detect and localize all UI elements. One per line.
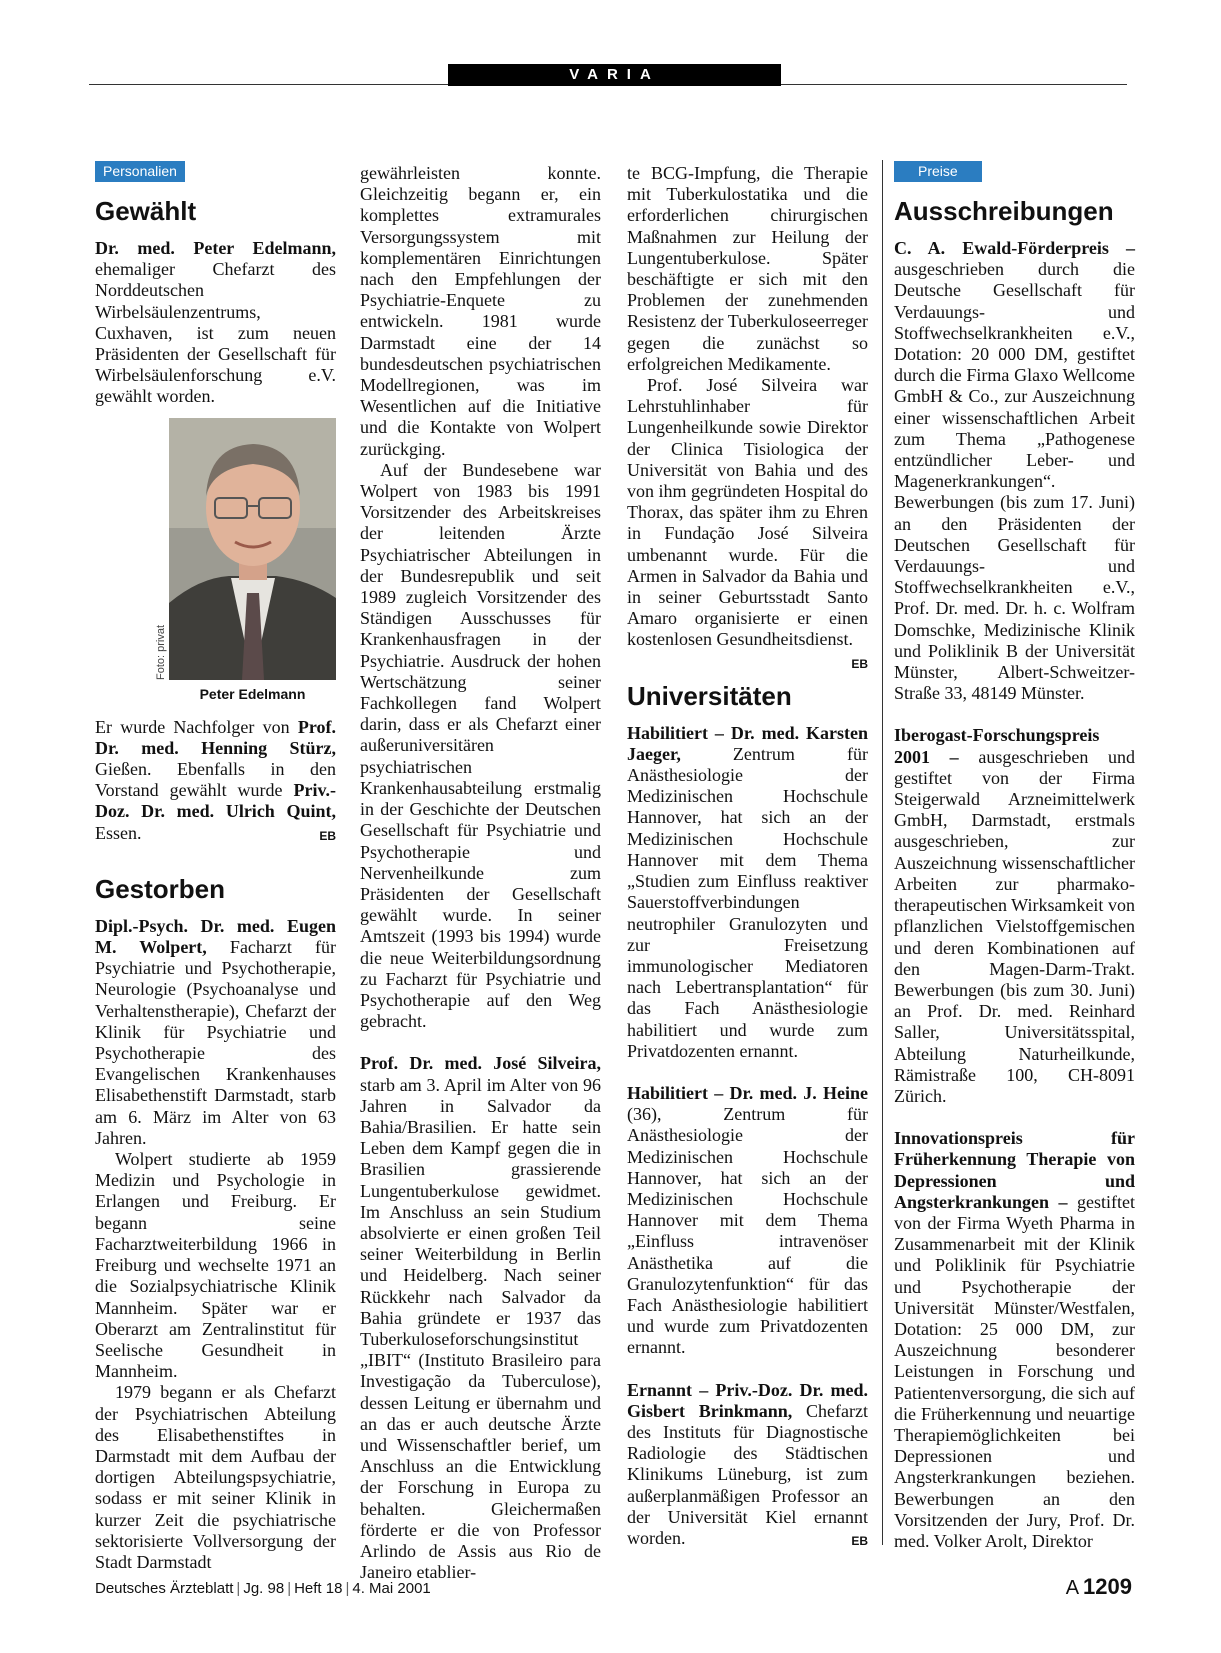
column-2: [360, 163, 601, 1583]
paragraph-silveira-bcg: te BCG-Impfung, die Therapie mit Tuberkulostatika und die erforderlichen chirurgischen Maßnahmen zur Heilung der Lungentuberkulose. Später beschäftigte er sich mit den Problemen der zunehmenden Resistenz der Tuberkuloseerreger gegen die zunächst so erfolgreichen Medikamente.: [627, 163, 868, 374]
paragraph-heine: Habilitiert – Dr. med. J. Heine (36), Zentrum für Anästhesiologie der Medizinischen Hochschule Hannover, hat sich an der Medizinischen Hochschule Hannover mit dem Thema „Einfluss intravenöser Anästhetika auf die Granulozytenfunktion“ für das Fach Anästhesiologie habilitiert und wurde zum Privatdozenten ernannt.: [627, 1082, 868, 1358]
column-3: [627, 163, 868, 1552]
paragraph-edelmann: Dr. med. Peter Edelmann, ehemaliger Chefarzt des Norddeutschen Wirbelsäulenzentrums, Cuxhaven, ist zum neuen Präsidenten der Gesellschaft für Wirbelsäulenforschung e.V. gewählt worden.: [95, 238, 336, 407]
paragraph-jaeger: Habilitiert – Dr. med. Karsten Jaeger, Zentrum für Anästhesiologie der Medizinischen Hochschule Hannover, hat sich an der Medizinischen Hochschule Hannover mit dem Thema „Studien zum Einfluss reaktiver Sauerstoffverbindungen neutrophiler Granulozyten und zur Freisetzung immunologischer Mediatoren nach Lebertransplantation“ für das Fach Anästhesiologie habilitiert und wurde zum Privatdozenten ernannt.: [627, 722, 868, 1061]
heading-gewaehlt: Gewählt: [95, 196, 197, 226]
photo-caption: Peter Edelmann: [199, 685, 306, 702]
author-initials: EB: [851, 1533, 868, 1548]
category-tag-preise: Preise: [894, 161, 982, 182]
paragraph-nachfolger: Er wurde Nachfolger von Prof. Dr. med. Henning Stürz, Gießen. Ebenfalls in den Vorstand gewählt wurde Priv.-Doz. Dr. med. Ulrich Quint, Essen. EB: [95, 717, 336, 844]
author-initials: EB: [319, 828, 336, 843]
footer-citation: Deutsches Ärzteblatt | Jg. 98 | Heft 18 | 4. Mai 2001: [95, 1580, 431, 1597]
paragraph-silveira: Prof. Dr. med. José Silveira, starb am 3. April im Alter von 96 Jahren in Salvador da Bahia/Brasilien. Er hatte sein Leben dem Kampf gegen die in Brasilien grassierende Lungentuberkulose gewidmet. Im Anschluss an sein Studium absolvierte er einen großen Teil seiner Weiterbildung in Berlin und Heidelberg. Nach seiner Rückkehr nach Salvador da Bahia gründete er 1937 das Tuberkuloseforschungsinstitut „IBIT“ (Instituto Brasileiro para Investigação da Tuberculose), dessen Leitung er übernahm und an das er auch deutsche Ärzte und Wissenschaftler berief, um Anschluss an die Entwicklung der Forschung in Europa zu behalten. Gleichermaßen förderte er die von Professor Arlindo de Assis aus Rio de Janeiro etablier-: [360, 1053, 601, 1583]
paragraph-wolpert: Dipl.-Psych. Dr. med. Eugen M. Wolpert, Facharzt für Psychiatrie und Psychotherapie, Neurologie (Psychoanalyse und Verhaltenstherapie), Chefarzt der Klinik für Psychiatrie und Psychotherapie des Evangelischen Krankenhauses Elisabethenstift Darmstadt, starb am 6. März im Alter von 63 Jahren.: [95, 915, 337, 1148]
portrait-image: [169, 418, 336, 680]
paragraph-iberogast: Iberogast-Forschungspreis 2001 – ausgeschrieben und gestiftet von der Firma Steigerwald Arzneimittelwerk GmbH, Darmstadt, erstmals ausgeschrieben, zur Auszeichnung wissenschaftlicher Arbeiten zur pharmako-therapeutischen Wirksamkeit von pflanzlichen Vielstoffgemischen und deren Kombinationen auf den Magen-Darm-Trakt. Bewerbungen (bis zum 30. Juni) an Prof. Dr. med. Reinhard Saller, Universitätsspital, Abteilung Naturheilkunde, Rämistraße 100, CH-8091 Zürich.: [894, 725, 1136, 1106]
paragraph-wolpert-studium: Wolpert studierte ab 1959 Medizin und Psychologie in Erlangen und Freiburg. Er begann seine Facharztweiterbildung 1966 in Freiburg und wechselte 1971 an die Sozialpsychiatrische Klinik Mannheim. Später war er Oberarzt am Zentralinstitut für Seelische Gesundheit in Mannheim.: [95, 1149, 336, 1382]
paragraph-wolpert-bundesebene: Auf der Bundesebene war Wolpert von 1983 bis 1991 Vorsitzender des Arbeitskreises der leitenden Ärzte Psychiatrischer Abteilungen in der Bundesrepublik und seit 1989 zugleich Vorsitzender des Ständigen Ausschusses für Krankenhausfragen in der Psychiatrie. Ausdruck der hohen Wertschätzung seiner Fachkollegen fand Wolpert darin, dass er als Chefarzt einer außeruniversitären psychiatrischen Krankenhausabteilung erstmalig in der Geschichte der Deutschen Gesellschaft für Psychiatrie und Psychotherapie und Nervenheilkunde zum Präsidenten der Gesellschaft gewählt wurde. In seiner Amtszeit (1993 bis 1994) wurde die neue Weiterbildungsordnung zu Facharzt für Psychiatrie und Psychotherapie auf den Weg gebracht.: [360, 459, 601, 1032]
column-4: [894, 160, 1135, 1552]
heading-gestorben: Gestorben: [95, 873, 226, 904]
column-divider: [882, 160, 883, 1545]
portrait-photo: [95, 418, 336, 703]
paragraph-brinkmann: Ernannt – Priv.-Doz. Dr. med. Gisbert Brinkmann, Chefarzt des Instituts für Diagnostische Radiologie des Städtischen Klinikums Lüneburg, ist zum außerplanmäßigen Professor an der Universität Kiel ernannt worden. EB: [627, 1380, 868, 1550]
journal-name: Deutsches Ärzteblatt: [95, 1580, 234, 1597]
portrait-illustration: [169, 418, 336, 680]
paragraph-wolpert-versorgung: gewährleisten konnte. Gleichzeitig begann er, ein komplettes extramurales Versorgungssystem mit komplementären Einrichtungen nach den Empfehlungen der Psychiatrie-Enquete zu entwickeln. 1981 wurde Darmstadt eine der 14 bundesdeutschen psychiatrischen Modellregionen, was im Wesentlichen auf die Initiative und die Kontakte von Wolpert zurückging.: [360, 163, 601, 459]
author-initials: EB: [851, 656, 868, 671]
section-header: VARIA: [448, 64, 781, 86]
category-tag-personalien: Personalien: [95, 161, 185, 182]
journal-date: 4. Mai 2001: [352, 1580, 431, 1597]
heading-ausschreibungen: Ausschreibungen: [894, 196, 1114, 226]
photo-credit: Foto: privat: [155, 624, 167, 680]
column-1: [95, 160, 336, 1573]
page-number: A 1209: [1065, 1574, 1132, 1599]
paragraph-innovationspreis: Innovationspreis für Früherkennung Therapie von Depressionen und Angsterkrankungen – gestiftet von der Firma Wyeth Pharma in Zusammenarbeit mit der Klinik und Poliklinik für Psychiatrie und Psychotherapie der Universität Münster/Westfalen, Dotation: 25 000 DM, zur Auszeichnung besonderer Leistungen in Forschung und Patientenversorgung, die sich auf die Früherkennung und neuartige Therapiemöglichkeiten bei Depressionen und Angsterkrankungen beziehen. Bewerbungen an den Vorsitzenden der Jury, Prof. Dr. med. Volker Arolt, Direktor: [894, 1128, 1136, 1551]
journal-issue: Heft 18: [294, 1580, 343, 1597]
paragraph-silveira-lehrstuhl: Prof. José Silveira war Lehrstuhlinhaber für Lungenheilkunde sowie Direktor der Clinica Tisiologica der Universität von Bahia und des von ihm gegründeten Hospital do Thorax, das später ihm zu Ehren in Fundação José Silveira umbenannt wurde. Für die Armen in Salvador da Bahia und in seiner Geburtsstadt Santo Amaro organisierte er einen kostenlosen Gesundheitsdienst. EB: [627, 375, 868, 651]
paragraph-wolpert-chefarzt: 1979 begann er als Chefarzt der Psychiatrischen Abteilung des Elisabethenstiftes in Darmstadt mit dem Aufbau der dortigen Abteilungspsychiatrie, sodass er mit seiner Klinik in kurzer Zeit die psychiatrische sektorisierte Vollversorgung der Stadt Darmstadt: [95, 1382, 336, 1572]
journal-volume: Jg. 98: [243, 1580, 285, 1597]
heading-universitaeten: Universitäten: [627, 680, 792, 711]
paragraph-ewald: C. A. Ewald-Förderpreis – ausgeschrieben durch die Deutsche Gesellschaft für Verdauungs- und Stoffwechselkrankheiten e.V., Dotation: 20 000 DM, gestiftet durch die Firma Glaxo Wellcome GmbH & Co., zur Auszeichnung einer wissenschaftlichen Arbeit zum Thema „Pathogenese entzündlicher Leber- und Magenerkrankungen“. Bewerbungen (bis zum 17. Juni) an den Präsidenten der Deutschen Gesellschaft für Verdauungs- und Stoffwechselkrankheiten e.V., Prof. Dr. med. Dr. h. c. Wolfram Domschke, Medizinische Klinik und Poliklinik B der Universität Münster, Albert-Schweitzer-Straße 33, 48149 Münster.: [894, 238, 1135, 704]
